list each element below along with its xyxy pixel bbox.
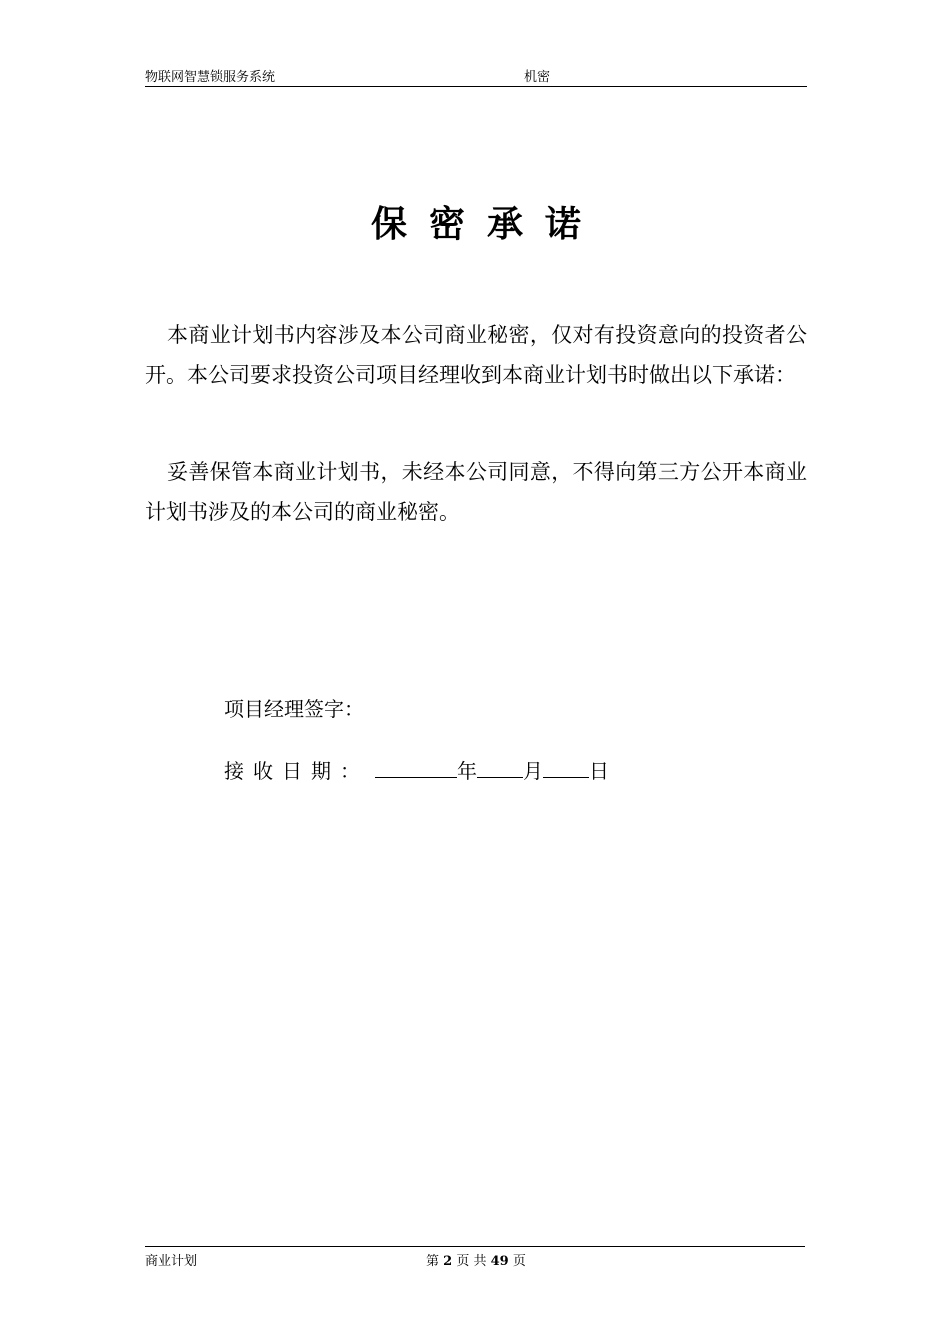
day-unit: 日 bbox=[589, 759, 609, 783]
page-suffix: 页 bbox=[512, 1254, 526, 1269]
manager-signature-line bbox=[224, 693, 364, 722]
page-current: 2 bbox=[443, 1254, 453, 1269]
day-blank bbox=[543, 757, 589, 778]
header-confidential-label: 机密 bbox=[524, 70, 551, 85]
month-blank bbox=[477, 757, 523, 778]
receive-date-line bbox=[224, 755, 609, 784]
page-total: 49 bbox=[490, 1254, 509, 1269]
page-prefix: 第 bbox=[426, 1254, 440, 1269]
page-footer bbox=[145, 1246, 805, 1269]
year-blank bbox=[375, 757, 457, 778]
commitment-paragraph-2: 妥善保管本商业计划书，未经本公司同意，不得向第三方公开本商业计划书涉及的本公司的商业秘密。 bbox=[145, 460, 807, 524]
receive-date-label: 接收日期： bbox=[224, 759, 369, 783]
year-unit: 年 bbox=[457, 759, 477, 783]
page-number bbox=[426, 1250, 526, 1269]
page-middle: 页 共 bbox=[456, 1254, 487, 1269]
commitment-paragraph-1: 本商业计划书内容涉及本公司商业秘密，仅对有投资意向的投资者公开。本公司要求投资公司项目经理收到本商业计划书时做出以下承诺： bbox=[145, 323, 807, 387]
page-title: 保密承诺 bbox=[370, 204, 603, 245]
manager-signature-label: 项目经理签字： bbox=[224, 697, 364, 721]
footer-section-name: 商业计划 bbox=[145, 1254, 198, 1269]
month-unit: 月 bbox=[523, 759, 543, 783]
page-header bbox=[145, 66, 807, 87]
header-document-title: 物联网智慧锁服务系统 bbox=[145, 70, 276, 85]
